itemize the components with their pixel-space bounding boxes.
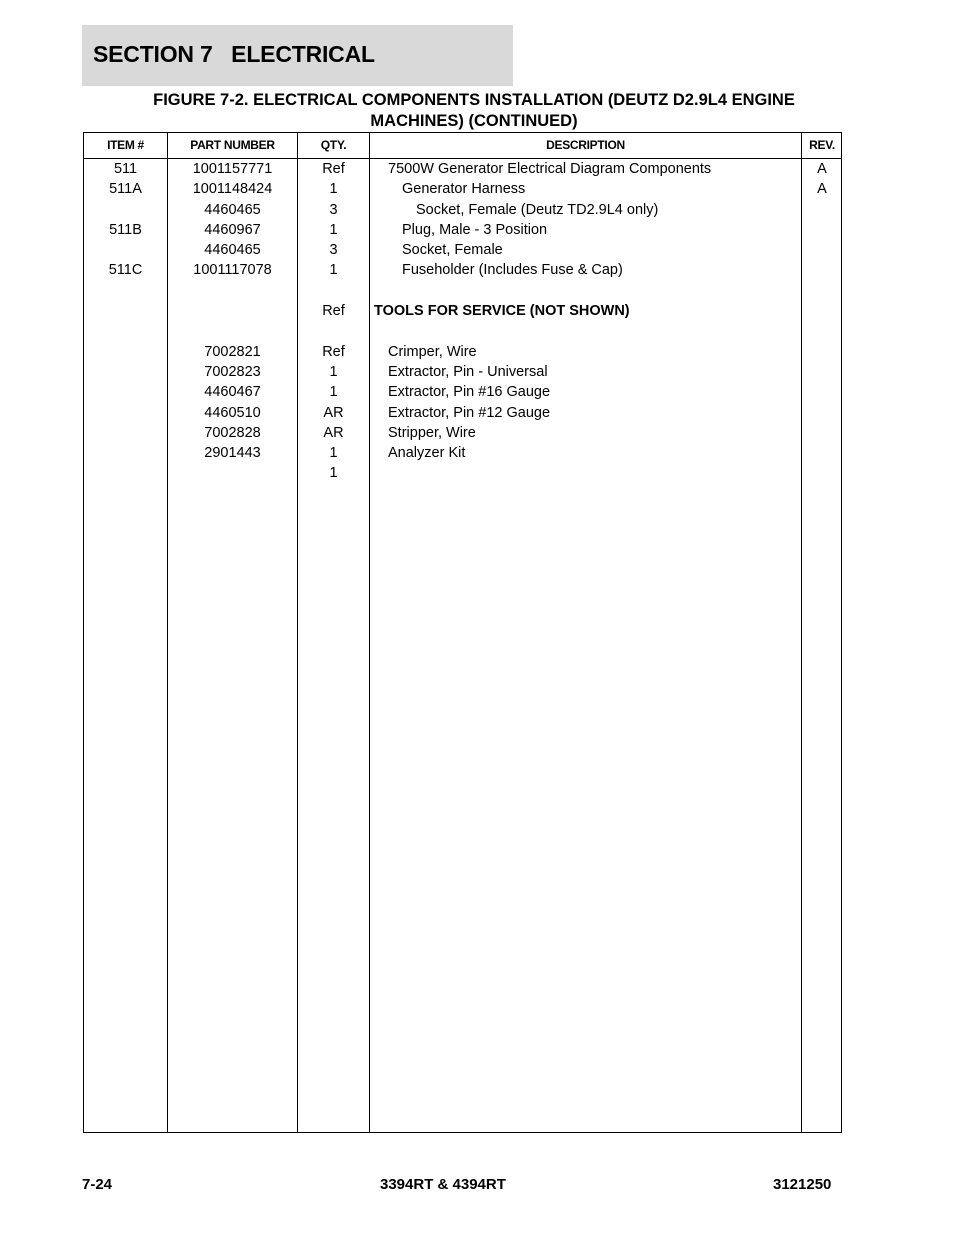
table-row [84,382,841,402]
part-number-cell: 2901443 [204,445,261,462]
description-cell: Extractor, Pin #16 Gauge [388,384,551,401]
part-number-cell: 4460967 [204,221,261,238]
qty-cell: AR [323,424,344,441]
part-number-cell: 1001148424 [192,181,273,198]
table-row [84,463,841,483]
part-number-cell: 1001117078 [193,262,272,279]
item-cell: 511C [108,262,143,279]
table-row [84,362,841,382]
qty-cell: 3 [329,242,338,259]
description-cell: TOOLS FOR SERVICE (NOT SHOWN) [374,303,630,320]
part-number-cell: 7002821 [204,343,261,360]
item-cell: 511B [109,221,142,238]
description-cell: Analyzer Kit [388,445,466,462]
qty-cell: Ref [322,343,345,360]
table-row [84,200,841,220]
description-cell: Socket, Female [402,242,503,259]
table-row [84,321,841,341]
rev-cell: A [817,161,827,177]
qty-cell: AR [323,404,344,421]
table-body [84,159,841,484]
page-number: 7-24 [82,1176,113,1193]
header-part-number: PART NUMBER [190,138,275,152]
figure-title [80,90,868,132]
description-cell: Stripper, Wire [388,424,476,441]
part-number-cell: 7002823 [204,363,261,380]
description-cell: Extractor, Pin #12 Gauge [388,404,551,421]
qty-cell: Ref [322,161,345,177]
part-number-cell: 4460465 [204,242,261,259]
table-row [84,260,841,280]
table-row [84,179,841,199]
part-number-cell: 7002828 [204,424,261,441]
figure-title-line-1: FIGURE 7-2. ELECTRICAL COMPONENTS INSTALLATION (DEUTZ D2.9L4 ENGINE [153,91,795,109]
description-cell: Extractor, Pin - Universal [388,363,548,380]
part-number-cell: 4460510 [204,404,261,421]
part-number-cell: 1001157771 [192,161,273,177]
qty-cell: 1 [329,181,338,198]
table-row [84,159,841,179]
part-number-cell: 4460467 [204,384,261,401]
parts-table [83,132,842,1133]
header-description: DESCRIPTION [546,138,625,152]
qty-cell: 1 [329,221,338,238]
header-qty: QTY. [320,138,347,152]
qty-cell: 1 [329,363,338,380]
qty-cell: 1 [329,384,338,401]
rev-cell: A [817,181,827,198]
description-cell: 7500W Generator Electrical Diagram Components [388,161,712,177]
document-number: 3121250 [773,1176,832,1193]
qty-cell: 3 [329,201,338,218]
qty-cell: 1 [329,262,338,279]
figure-title-line-2: MACHINES) (CONTINUED) [370,112,578,130]
section-title: SECTION 7 ELECTRICAL [93,41,375,67]
header-rev: REV. [809,138,835,152]
qty-cell: Ref [322,303,345,320]
description-cell: Socket, Female (Deutz TD2.9L4 only) [416,201,659,218]
qty-cell: 1 [329,465,338,482]
item-cell: 511 [113,161,138,177]
item-cell: 511A [109,181,142,198]
description-cell: Plug, Male - 3 Position [402,221,548,238]
table-row [84,301,841,321]
description-cell: Fuseholder (Includes Fuse & Cap) [402,262,623,279]
model-name: 3394RT & 4394RT [380,1176,506,1193]
table-row [84,240,841,260]
qty-cell: 1 [329,445,338,462]
description-cell: Crimper, Wire [388,343,477,360]
table-row [84,423,841,443]
table-row [84,281,841,301]
table-row [84,403,841,423]
table-row [84,342,841,362]
table-row [84,443,841,463]
description-cell: Generator Harness [402,181,526,198]
table-row [84,220,841,240]
header-item: ITEM # [107,138,144,152]
part-number-cell: 4460465 [204,201,261,218]
